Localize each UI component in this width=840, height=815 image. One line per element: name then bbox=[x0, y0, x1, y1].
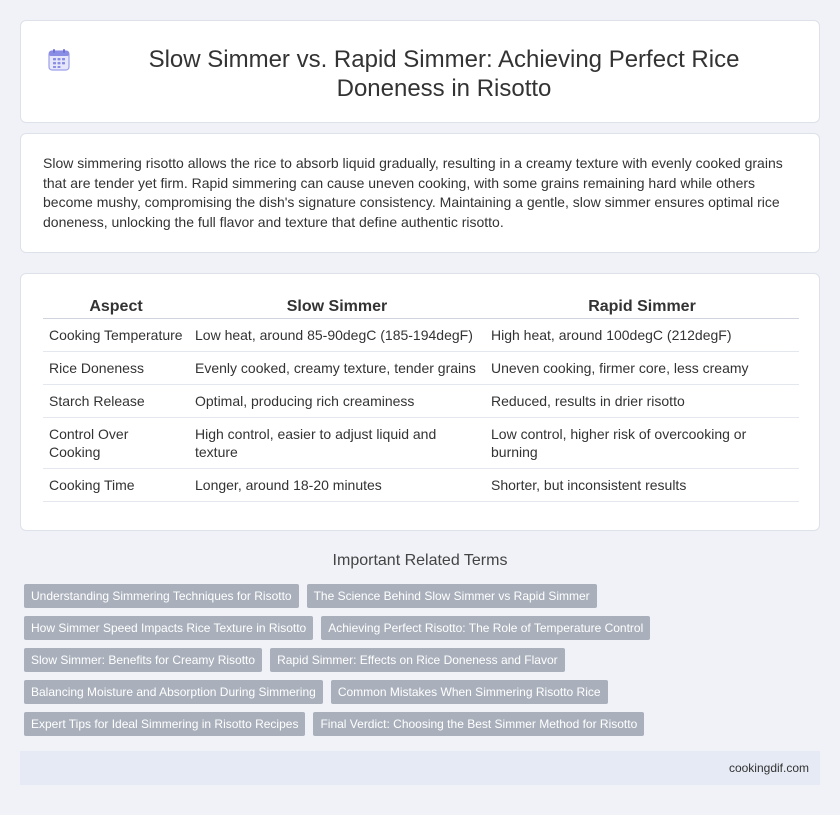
table-row bbox=[43, 385, 799, 418]
comparison-card bbox=[20, 273, 820, 531]
tag-row bbox=[24, 712, 824, 736]
table-cell-slow: Optimal, producing rich creaminess bbox=[189, 385, 485, 418]
table-row bbox=[43, 469, 799, 502]
calendar-icon bbox=[46, 47, 72, 73]
table-cell-rapid: High heat, around 100degC (212degF) bbox=[485, 319, 799, 352]
related-terms-list bbox=[24, 584, 824, 744]
table-row bbox=[43, 319, 799, 352]
comparison-table bbox=[43, 294, 799, 502]
header-card bbox=[20, 20, 820, 123]
footer bbox=[20, 751, 820, 785]
table-cell-rapid: Reduced, results in drier risotto bbox=[485, 385, 799, 418]
header bbox=[21, 45, 819, 103]
related-term-tag[interactable]: Rapid Simmer: Effects on Rice Doneness and Flavor bbox=[270, 648, 565, 672]
intro-paragraph: Slow simmering risotto allows the rice to absorb liquid gradually, resulting in a creamy texture with evenly cooked grains that are tender yet firm. Rapid simmering can cause uneven cooking, with some grains remaining hard while others become mushy, compromising the dish's signature consistency. Maintaining a gentle, slow simmer ensures optimal rice doneness, unlocking the full flavor and texture that define authentic risotto. bbox=[43, 155, 783, 230]
related-term-tag[interactable]: The Science Behind Slow Simmer vs Rapid Simmer bbox=[307, 584, 597, 608]
header-slow-simmer: Slow Simmer bbox=[189, 294, 485, 319]
table-cell-slow: Evenly cooked, creamy texture, tender grains bbox=[189, 352, 485, 385]
table-cell-aspect: Control Over Cooking bbox=[43, 418, 189, 469]
table-row bbox=[43, 418, 799, 469]
table-cell-aspect: Rice Doneness bbox=[43, 352, 189, 385]
related-term-tag[interactable]: Expert Tips for Ideal Simmering in Risotto Recipes bbox=[24, 712, 305, 736]
tag-row bbox=[24, 648, 824, 672]
header-rapid-simmer: Rapid Simmer bbox=[485, 294, 799, 319]
table-cell-rapid: Uneven cooking, firmer core, less creamy bbox=[485, 352, 799, 385]
related-term-tag[interactable]: Achieving Perfect Risotto: The Role of Temperature Control bbox=[321, 616, 650, 640]
table-cell-rapid: Shorter, but inconsistent results bbox=[485, 469, 799, 502]
tag-row bbox=[24, 584, 824, 608]
related-term-tag[interactable]: How Simmer Speed Impacts Rice Texture in Risotto bbox=[24, 616, 313, 640]
related-term-tag[interactable]: Common Mistakes When Simmering Risotto Rice bbox=[331, 680, 608, 704]
table-cell-slow: Low heat, around 85-90degC (185-194degF) bbox=[189, 319, 485, 352]
table-cell-aspect: Starch Release bbox=[43, 385, 189, 418]
table-header-row bbox=[43, 294, 799, 319]
header-aspect: Aspect bbox=[43, 294, 189, 319]
tag-row bbox=[24, 616, 824, 640]
related-terms-title: Important Related Terms bbox=[332, 552, 508, 569]
intro-card bbox=[20, 133, 820, 253]
table-row bbox=[43, 352, 799, 385]
tag-row bbox=[24, 680, 824, 704]
table-cell-slow: Longer, around 18-20 minutes bbox=[189, 469, 485, 502]
page-title: Slow Simmer vs. Rapid Simmer: Achieving Perfect Rice Doneness in Risotto bbox=[148, 46, 740, 102]
table-cell-aspect: Cooking Temperature bbox=[43, 319, 189, 352]
footer-site-link[interactable]: cookingdif.com bbox=[728, 761, 809, 775]
table-cell-slow: High control, easier to adjust liquid and texture bbox=[189, 418, 485, 469]
related-term-tag[interactable]: Balancing Moisture and Absorption During Simmering bbox=[24, 680, 323, 704]
related-term-tag[interactable]: Slow Simmer: Benefits for Creamy Risotto bbox=[24, 648, 262, 672]
table-cell-aspect: Cooking Time bbox=[43, 469, 189, 502]
table-cell-rapid: Low control, higher risk of overcooking or burning bbox=[485, 418, 799, 469]
related-term-tag[interactable]: Final Verdict: Choosing the Best Simmer Method for Risotto bbox=[313, 712, 644, 736]
related-term-tag[interactable]: Understanding Simmering Techniques for Risotto bbox=[24, 584, 299, 608]
